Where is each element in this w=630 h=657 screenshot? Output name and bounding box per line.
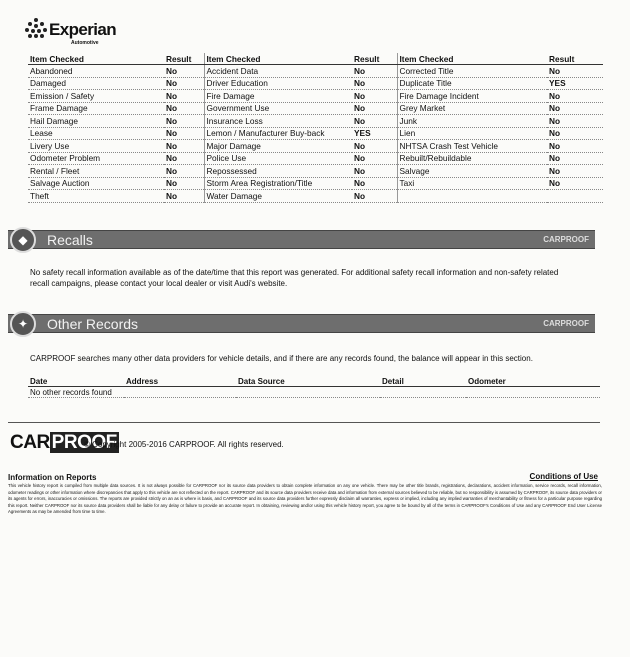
item-name: Storm Area Registration/Title bbox=[204, 177, 352, 190]
item-name: Lease bbox=[28, 127, 164, 140]
items-checked-table bbox=[28, 53, 603, 203]
item-name: Repossessed bbox=[204, 165, 352, 178]
item-checked-header: Item Checked bbox=[397, 53, 547, 65]
item-result: No bbox=[352, 140, 397, 153]
item-name: Taxi bbox=[397, 177, 547, 190]
item-name: Odometer Problem bbox=[28, 152, 164, 165]
item-name: Fire Damage Incident bbox=[397, 90, 547, 103]
experian-sub: Automotive bbox=[71, 40, 99, 46]
item-result: No bbox=[352, 152, 397, 165]
item-result: No bbox=[352, 102, 397, 115]
item-checked-header: Item Checked bbox=[204, 53, 352, 65]
item-name: Salvage Auction bbox=[28, 177, 164, 190]
item-name: Rental / Fleet bbox=[28, 165, 164, 178]
item-result: YES bbox=[547, 77, 603, 90]
item-name: Duplicate Title bbox=[397, 77, 547, 90]
table-row bbox=[28, 77, 603, 90]
recalls-title: Recalls bbox=[47, 232, 93, 248]
item-result: No bbox=[547, 90, 603, 103]
item-name: Fire Damage bbox=[204, 90, 352, 103]
item-result: YES bbox=[352, 127, 397, 140]
item-name: Damaged bbox=[28, 77, 164, 90]
table-row bbox=[28, 140, 603, 153]
other-records-band bbox=[8, 314, 595, 333]
other-records-table bbox=[28, 376, 600, 398]
item-result: No bbox=[352, 165, 397, 178]
item-name: Corrected Title bbox=[397, 65, 547, 78]
item-name: Grey Market bbox=[397, 102, 547, 115]
other-records-title: Other Records bbox=[47, 316, 139, 332]
item-result: No bbox=[164, 140, 204, 153]
item-result: No bbox=[352, 115, 397, 128]
other-records-text: CARPROOF searches many other data providers for vehicle details, and if there are any records found, the balance will appear in this section. bbox=[30, 354, 533, 363]
item-name: Insurance Loss bbox=[204, 115, 352, 128]
recalls-carproof-tag: CARPROOF bbox=[543, 235, 589, 244]
table-row bbox=[28, 177, 603, 190]
conditions-of-use-link[interactable]: Conditions of Use bbox=[529, 472, 598, 481]
item-result: No bbox=[164, 190, 204, 203]
item-result: No bbox=[352, 90, 397, 103]
table-row bbox=[28, 127, 603, 140]
recalls-icon: ◆ bbox=[10, 227, 36, 253]
item-result: No bbox=[164, 152, 204, 165]
items-body bbox=[28, 65, 603, 203]
result-header: Result bbox=[547, 53, 603, 65]
item-result: No bbox=[547, 140, 603, 153]
table-row bbox=[28, 152, 603, 165]
item-result: No bbox=[547, 177, 603, 190]
item-name: Emission / Safety bbox=[28, 90, 164, 103]
item-result: No bbox=[547, 115, 603, 128]
recalls-band bbox=[8, 230, 595, 249]
item-name: Frame Damage bbox=[28, 102, 164, 115]
recalls-text: No safety recall information available as of the date/time that this report was generated. For additional safety recall information and non-safety related recall campaigns, please contact your local dealer or visit Audi's website. bbox=[30, 268, 559, 288]
item-name: Driver Education bbox=[204, 77, 352, 90]
item-name: Theft bbox=[28, 190, 164, 203]
footer-divider bbox=[8, 422, 600, 423]
table-row bbox=[28, 102, 603, 115]
table-row bbox=[28, 90, 603, 103]
item-result: No bbox=[164, 90, 204, 103]
carproof-logo-car: CAR bbox=[10, 432, 50, 453]
item-result: No bbox=[164, 115, 204, 128]
item-name: Abandoned bbox=[28, 65, 164, 78]
item-result: No bbox=[352, 190, 397, 203]
item-name: Police Use bbox=[204, 152, 352, 165]
item-name: Lien bbox=[397, 127, 547, 140]
table-row bbox=[28, 190, 603, 203]
records-col-date: Date bbox=[28, 376, 124, 387]
copyright-text: © Copyright 2005-2016 CARPROOF. All rights reserved. bbox=[84, 440, 284, 449]
item-name: Hail Damage bbox=[28, 115, 164, 128]
item-name: Government Use bbox=[204, 102, 352, 115]
item-result: No bbox=[352, 177, 397, 190]
item-name bbox=[397, 190, 547, 203]
item-name: Water Damage bbox=[204, 190, 352, 203]
item-result: No bbox=[547, 127, 603, 140]
item-name: Lemon / Manufacturer Buy-back bbox=[204, 127, 352, 140]
item-name: Salvage bbox=[397, 165, 547, 178]
carproof-logo-proof: PROOF bbox=[51, 432, 117, 453]
item-result: No bbox=[547, 65, 603, 78]
records-col-address: Address bbox=[124, 376, 236, 387]
item-name: Rebuilt/Rebuildable bbox=[397, 152, 547, 165]
item-result: No bbox=[352, 65, 397, 78]
item-name: NHTSA Crash Test Vehicle bbox=[397, 140, 547, 153]
item-checked-header: Item Checked bbox=[28, 53, 164, 65]
experian-dots-icon bbox=[25, 18, 47, 40]
records-col-source: Data Source bbox=[236, 376, 380, 387]
item-result: No bbox=[352, 77, 397, 90]
info-heading: Information on Reports bbox=[8, 473, 97, 482]
table-row bbox=[28, 115, 603, 128]
fine-print: This vehicle history report is compiled from multiple data sources. It is not always possible for CARPROOF nor its source data providers to obtain complete information on any one vehicle. There may be other title brands, registrations, declarations, accident information, service records, recall information, odometer readings or other information where discrepancies that apply to this vehicle are not reflected on the report. CARPROOF and its source data providers receive data and information from external sources believed to be reliable, but no responsibility is assumed by CARPROOF, its source data providers or its agents for errors, inaccuracies or omissions. The reports are provided strictly on an as is where is basis, and CARPROOF and its source data providers further expressly disclaim all warranties, express or implied, including any implied warranties of merchantability or fitness for a particular purpose regarding this report. Neither CARPROOF nor its source data providers shall be liable for any delay or failure to provide an accurate report. In obtaining, reviewing and/or using this vehicle history report, you agree to be bound by all of the terms in CARPROOF's Conditions of Use and any CARPROOF End User License Agreements as may be amended from time to time. bbox=[8, 483, 602, 515]
item-name: Junk bbox=[397, 115, 547, 128]
item-result: No bbox=[547, 152, 603, 165]
table-row bbox=[28, 165, 603, 178]
table-row bbox=[28, 65, 603, 78]
item-result: No bbox=[547, 102, 603, 115]
other-records-icon: ✦ bbox=[10, 311, 36, 337]
item-result bbox=[547, 190, 603, 203]
result-header: Result bbox=[352, 53, 397, 65]
records-col-odometer: Odometer bbox=[466, 376, 600, 387]
no-records-cell: No other records found bbox=[28, 387, 600, 398]
records-col-detail: Detail bbox=[380, 376, 466, 387]
result-header: Result bbox=[164, 53, 204, 65]
other-records-carproof-tag: CARPROOF bbox=[543, 319, 589, 328]
item-result: No bbox=[164, 65, 204, 78]
items-header-row bbox=[28, 53, 603, 65]
item-result: No bbox=[164, 165, 204, 178]
item-result: No bbox=[547, 165, 603, 178]
item-result: No bbox=[164, 177, 204, 190]
item-name: Accident Data bbox=[204, 65, 352, 78]
item-result: No bbox=[164, 77, 204, 90]
item-result: No bbox=[164, 127, 204, 140]
item-result: No bbox=[164, 102, 204, 115]
item-name: Livery Use bbox=[28, 140, 164, 153]
item-name: Major Damage bbox=[204, 140, 352, 153]
experian-brand: Experian bbox=[49, 20, 117, 39]
